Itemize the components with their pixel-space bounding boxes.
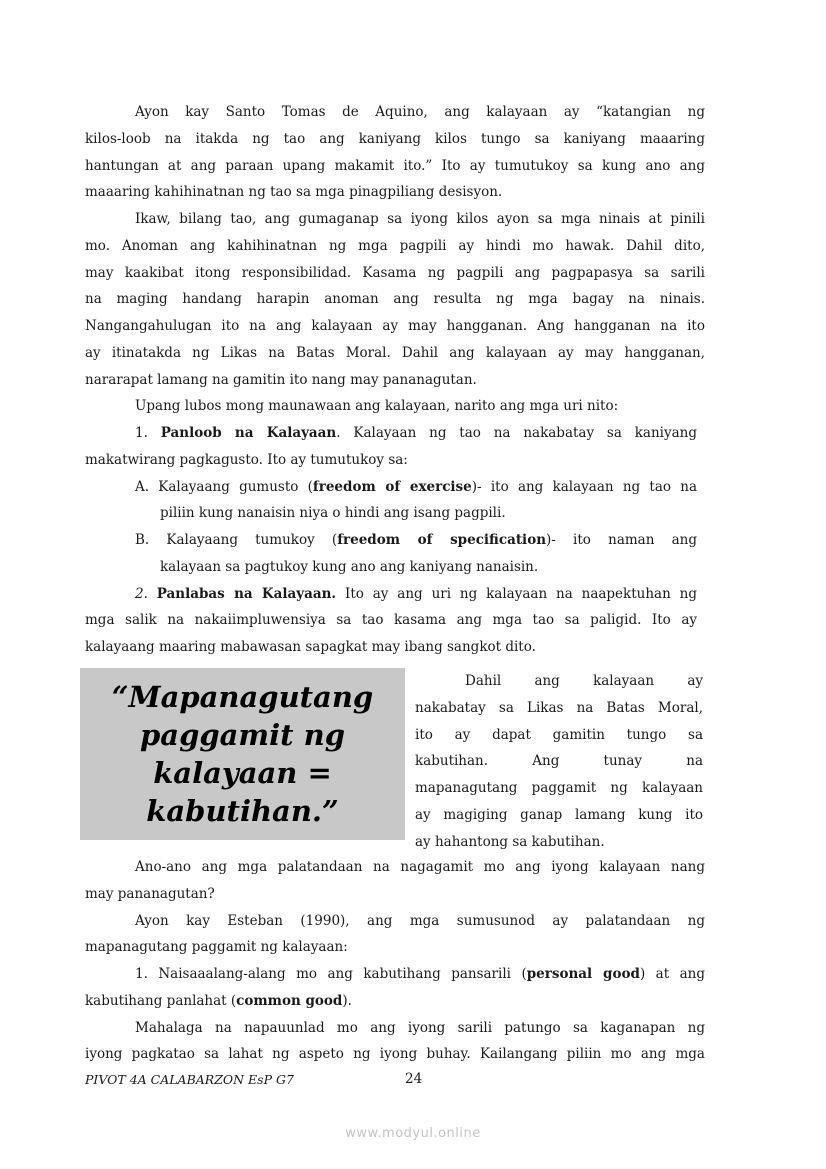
text-line [415, 722, 703, 749]
text-span: piliin kung nanaisin niya o hindi ang isang pagpili. [160, 505, 506, 522]
text-span: Ikaw, bilang tao, ang gumaganap sa iyong kilos ayon sa mga ninais at pinili [135, 211, 705, 227]
text-span: na maging handang harapin anoman ang resulta ng mga bagay na ninais. [85, 291, 705, 308]
bold-term: Panlabas na Kalayaan. [156, 585, 337, 602]
text-span: Upang lubos mong maunawaan ang kalayaan, narito ang mga uri nito: [135, 398, 619, 415]
text-line [415, 748, 703, 775]
italic-number: 2. [135, 585, 148, 602]
text-line [85, 206, 705, 233]
text-span: Mahalaga na napauunlad mo ang iyong sarili patungo sa kaganapan ng [135, 1019, 705, 1036]
text-span: ay hahantong sa kabutihan. [415, 833, 605, 850]
text-span: may kaakibat itong responsibilidad. Kasama ng pagpili ang pagpapasya sa sarili [85, 264, 705, 281]
watermark: www.modyul.online [345, 1126, 481, 1141]
text-span: kalayaan sa pagtukoy kung ano ang kaniyang nanaisin. [160, 558, 539, 575]
text-line [85, 313, 705, 340]
text-line [85, 233, 705, 260]
text-line [415, 695, 703, 722]
footer-module-label: PIVOT 4A CALABARZON EsP G7 [85, 1072, 294, 1087]
text-span: Ayon kay Esteban (1990), ang mga sumusunod ay palatandaan ng [135, 912, 705, 929]
text-span: mapanagutang paggamit ng kalayaan [415, 780, 703, 796]
text-line [85, 908, 705, 935]
text-span: may pananagutan? [85, 885, 215, 902]
text-span: makatwirang pagkagusto. Ito ay tumutukoy sa: [85, 451, 408, 468]
quote-line: “Mapanagutang [111, 680, 374, 714]
text-span: . Kalayaan ng tao na nakabatay sa kaniyang [336, 425, 697, 441]
quote-box [80, 668, 405, 840]
text-line [85, 179, 705, 206]
text-line [85, 1015, 705, 1042]
text-span: hantungan at ang paraan upang makamit ito.” Ito ay tumutukoy sa kung ano ang [85, 157, 705, 174]
quote-line: paggamit ng [140, 718, 345, 752]
text-line [85, 607, 697, 634]
text-line [85, 99, 705, 126]
text-span: ). [342, 992, 352, 1009]
body-text-side [415, 668, 703, 855]
text-span: )- ito ang kalayaan ng tao na [471, 478, 697, 495]
text-line [85, 420, 697, 447]
text-line [85, 527, 697, 554]
text-line [85, 961, 705, 988]
text-line [85, 447, 705, 474]
text-span: mga salik na nakaiimpluwensiya sa tao kasama ang mga tao sa paligid. Ito ay [85, 612, 697, 629]
text-line [415, 829, 703, 856]
text-span: Dahil ang kalayaan ay [465, 673, 703, 689]
text-span: 1. [135, 425, 161, 441]
bold-term: personal good [526, 966, 640, 982]
text-line [85, 634, 705, 661]
text-line [85, 126, 705, 153]
text-line [415, 668, 703, 695]
text-span: ito ay dapat gamitin tungo sa [415, 726, 703, 743]
bold-term: common good [236, 992, 343, 1009]
quote-line: kabutihan.” [146, 794, 339, 828]
text-line [85, 581, 697, 608]
text-line [85, 260, 705, 287]
text-line [85, 881, 705, 908]
text-span: Ayon kay Santo Tomas de Aquino, ang kalayaan ay “katangian ng [135, 104, 705, 120]
bold-term: freedom of exercise [312, 478, 472, 495]
text-line [415, 775, 703, 802]
text-span: kilos-loob na itakda ng tao ang kaniyang kilos tungo sa kaniyang maaaring [85, 130, 705, 147]
body-text-top [85, 99, 705, 661]
text-span: Nangangahulugan ito na ang kalayaan ay may hangganan. Ang hangganan na ito [85, 318, 705, 334]
bold-term: Panloob na Kalayaan [160, 425, 337, 441]
text-line [85, 153, 705, 180]
text-span: nararapat lamang na gamitin ito nang may pananagutan. [85, 371, 477, 388]
text-span: )- ito naman ang [546, 532, 697, 548]
text-span: Ano-ano ang mga palatandaan na nagagamit mo ang iyong kalayaan nang [135, 859, 705, 875]
text-line [85, 854, 705, 881]
body-text-bottom [85, 854, 705, 1068]
quote-line: kalayaan = [153, 756, 332, 790]
text-line [85, 474, 697, 501]
text-line [85, 1041, 705, 1068]
text-span [148, 586, 157, 602]
text-line [85, 934, 705, 961]
text-span: mo. Anoman ang kahihinatnan ng mga pagpili ay hindi mo hawak. Dahil dito, [85, 237, 705, 254]
text-line [85, 340, 705, 367]
bold-term: freedom of specification [337, 532, 547, 548]
text-span: maaaring kahihinatnan ng tao sa mga pinagpiliang desisyon. [85, 184, 503, 201]
text-line [85, 286, 705, 313]
text-line [415, 802, 703, 829]
text-span: ) at ang [639, 966, 706, 982]
text-line [85, 367, 705, 394]
text-line [85, 988, 705, 1015]
text-span: mapanagutang paggamit ng kalayaan: [85, 939, 348, 956]
text-line [85, 393, 705, 420]
text-span: ay itinatakda ng Likas na Batas Moral. Dahil ang kalayaan ay may hangganan, [85, 344, 705, 361]
page-number: 24 [405, 1071, 423, 1087]
text-span: 1. Naisaaalang-alang mo ang kabutihang pansarili ( [135, 966, 527, 982]
text-span: nakabatay sa Likas na Batas Moral, [415, 699, 703, 716]
text-span: kabutihang panlahat ( [85, 992, 237, 1009]
text-span: kabutihan. Ang tunay na [415, 753, 703, 770]
text-span: iyong pagkatao sa lahat ng aspeto ng iyong buhay. Kailangang piliin mo ang mga [85, 1046, 705, 1063]
text-span: kalayaang maaring mabawasan sapagkat may ibang sangkot dito. [85, 639, 536, 655]
text-line [85, 500, 705, 527]
text-span: A. Kalayaang gumusto ( [135, 478, 313, 495]
text-line [85, 554, 705, 581]
text-span: Ito ay ang uri ng kalayaan na naapektuhan ng [336, 585, 697, 602]
text-span: B. Kalayaang tumukoy ( [135, 532, 338, 548]
text-span: ay magiging ganap lamang kung ito [415, 806, 703, 823]
